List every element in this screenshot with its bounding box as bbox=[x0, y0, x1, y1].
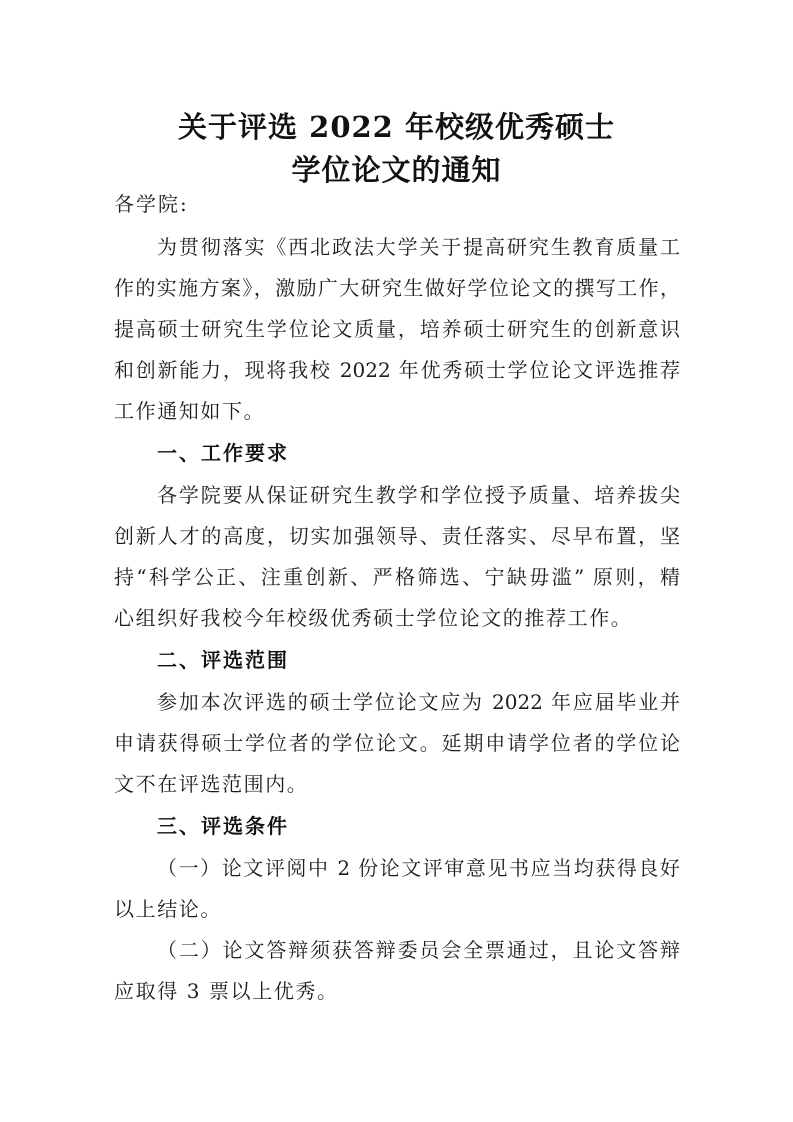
intro-line-1: 为贯彻落实《西北政法大学关于提高研究生教育质量工 bbox=[157, 235, 680, 259]
section-heading-selection-criteria: 三、评选条件 bbox=[157, 814, 289, 838]
section-heading-selection-scope: 二、评选范围 bbox=[157, 648, 289, 672]
section-1-line-1: 各学院要从保证研究生教学和学位授予质量、培养拔尖 bbox=[157, 483, 680, 507]
section-1-line-2: 创新人才的高度，切实加强领导、责任落实、尽早布置，坚 bbox=[114, 524, 680, 548]
section-2-line-2: 申请获得硕士学位者的学位论文。延期申请学位者的学位论 bbox=[114, 731, 680, 755]
criteria-1-line-1: （一）论文评阅中 2 份论文评审意见书应当均获得良好 bbox=[157, 856, 680, 880]
criteria-2-line-2: 应取得 3 票以上优秀。 bbox=[114, 979, 339, 1003]
intro-line-3: 提高硕士研究生学位论文质量，培养硕士研究生的创新意识 bbox=[114, 317, 680, 341]
criteria-1-line-2: 以上结论。 bbox=[114, 897, 222, 921]
section-2-line-3: 文不在评选范围内。 bbox=[114, 772, 309, 796]
section-1-line-4: 心组织好我校今年校级优秀硕士学位论文的推荐工作。 bbox=[114, 606, 633, 630]
document-title-line-2: 学位论文的通知 bbox=[291, 153, 502, 187]
document-title-line-1: 关于评选 2022 年校级优秀硕士 bbox=[178, 110, 615, 144]
section-1-line-3: 持“科学公正、注重创新、严格筛选、宁缺毋滥” 原则，精 bbox=[114, 565, 680, 589]
addressee: 各学院: bbox=[114, 192, 189, 216]
intro-line-5: 工作通知如下。 bbox=[114, 399, 266, 423]
criteria-2-line-1: （二）论文答辩须获答辩委员会全票通过，且论文答辩 bbox=[157, 938, 680, 962]
intro-line-4: 和创新能力，现将我校 2022 年优秀硕士学位论文评选推荐 bbox=[114, 358, 680, 382]
intro-line-2: 作的实施方案》，激励广大研究生做好学位论文的撰写工作， bbox=[114, 276, 680, 300]
section-heading-work-requirements: 一、工作要求 bbox=[157, 441, 289, 465]
section-2-line-1: 参加本次评选的硕士学位论文应为 2022 年应届毕业并 bbox=[157, 690, 680, 714]
